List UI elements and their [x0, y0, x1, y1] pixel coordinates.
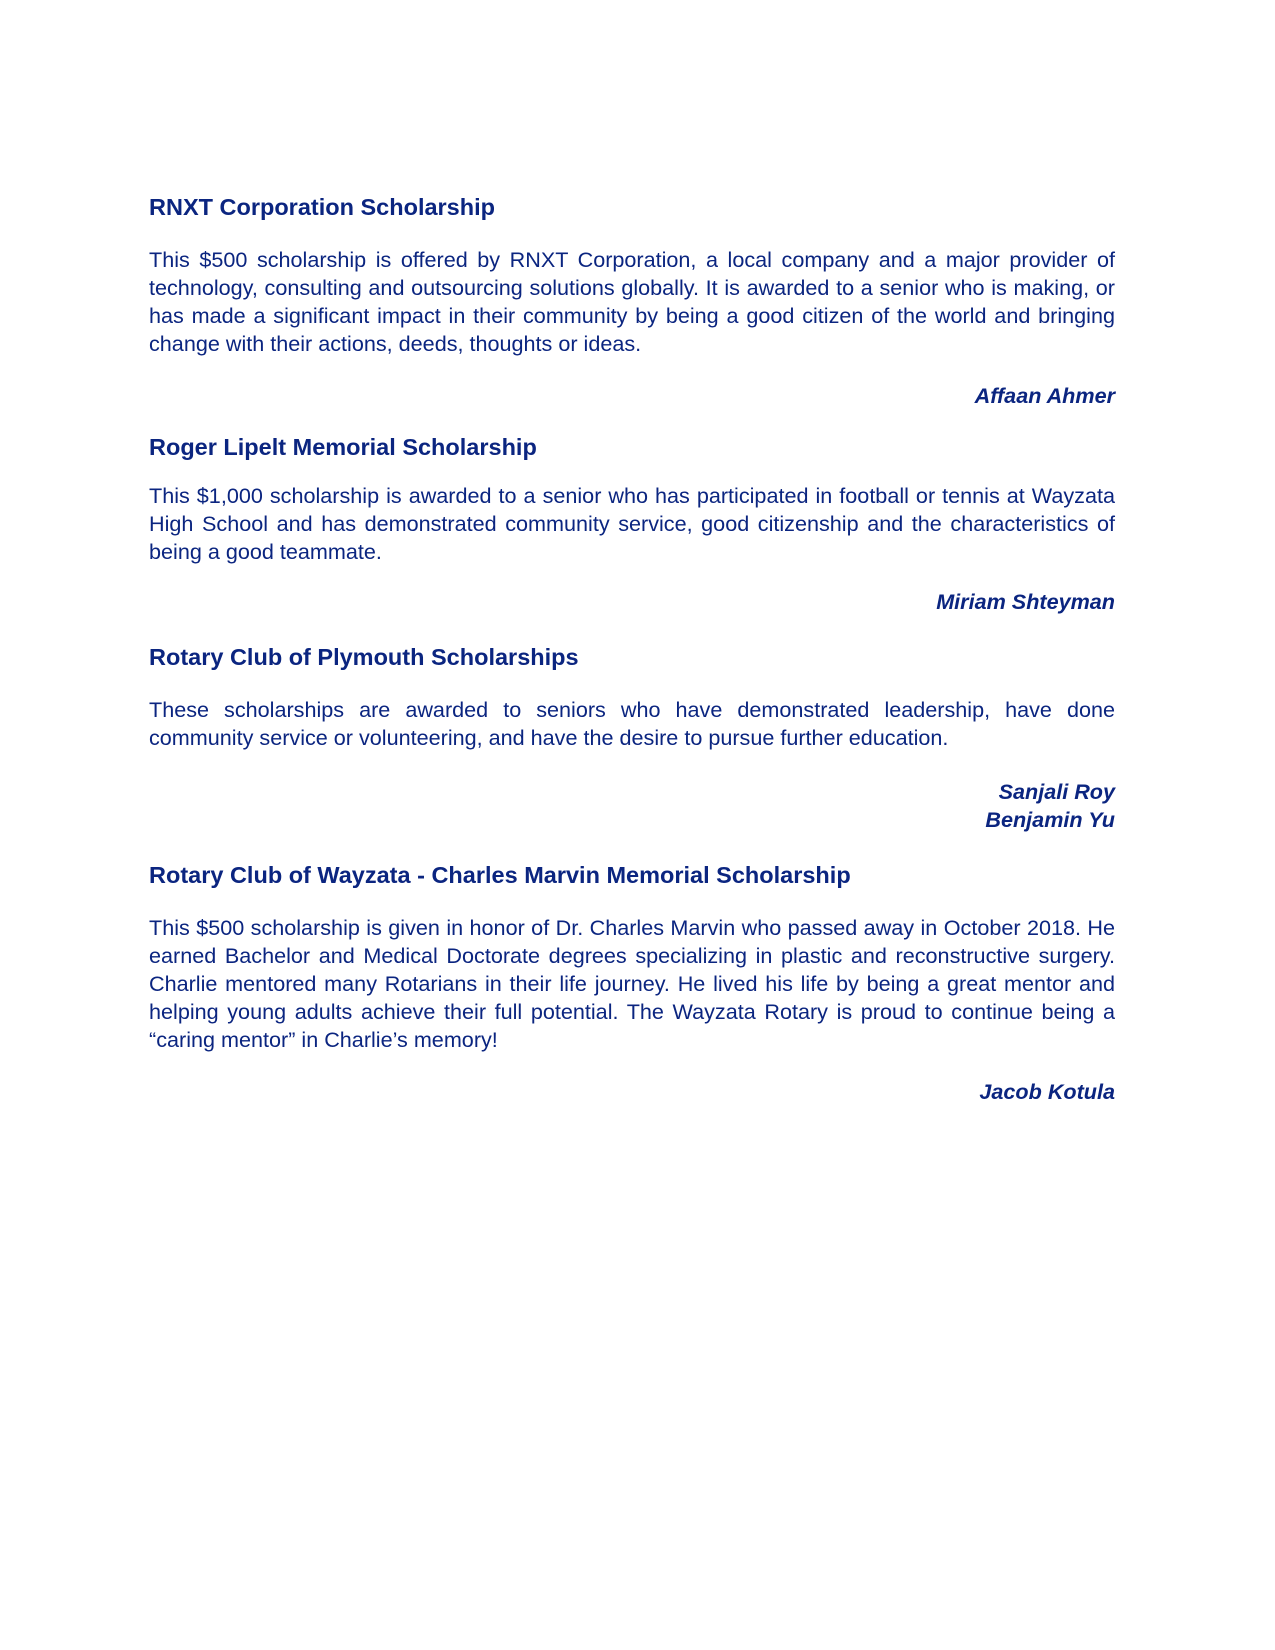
- scholarship-description: This $500 scholarship is given in honor of Dr. Charles Marvin who passed away in October 2018. He earned Bachelor and Medical Doctorate degrees specializing in plastic and reconstructive surgery. Charlie mentored many Rotarians in their life journey. He lived his life by being a great mentor and helping young adults achieve their full potential. The Wayzata Rotary is proud to continue being a “caring mentor” in Charlie’s memory!: [149, 915, 1115, 1052]
- scholarship-description: These scholarships are awarded to seniors who have demonstrated leadership, have done community service or volunteering, and have the desire to pursue further education.: [149, 697, 1115, 750]
- recipient-name: Affaan Ahmer: [974, 383, 1115, 408]
- scholarship-title: Rotary Club of Wayzata - Charles Marvin Memorial Scholarship: [149, 862, 851, 888]
- scholarship-section: [149, 642, 1115, 834]
- recipient-list: [149, 1078, 1115, 1106]
- recipient-name: Jacob Kotula: [979, 1079, 1115, 1104]
- recipient-name: Sanjali Roy: [998, 779, 1115, 804]
- scholarship-section: [149, 192, 1115, 410]
- scholarship-section: [149, 860, 1115, 1106]
- recipient-list: [149, 382, 1115, 410]
- recipient-name: Benjamin Yu: [985, 807, 1115, 832]
- recipient-name: Miriam Shteyman: [936, 589, 1115, 614]
- scholarship-section: [149, 432, 1115, 616]
- scholarship-description: This $1,000 scholarship is awarded to a senior who has participated in football or tennis at Wayzata High School and has demonstrated community service, good citizenship and the characteristics of being a good teammate.: [149, 483, 1115, 564]
- scholarship-description: This $500 scholarship is offered by RNXT Corporation, a local company and a major provider of technology, consulting and outsourcing solutions globally. It is awarded to a senior who is making, or has made a significant impact in their community by being a good citizen of the world and bringing change with their actions, deeds, thoughts or ideas.: [149, 247, 1115, 356]
- recipient-list: [149, 778, 1115, 834]
- scholarship-title: Roger Lipelt Memorial Scholarship: [149, 434, 537, 460]
- recipient-list: [149, 588, 1115, 616]
- scholarship-title: Rotary Club of Plymouth Scholarships: [149, 644, 579, 670]
- scholarship-title: RNXT Corporation Scholarship: [149, 194, 495, 220]
